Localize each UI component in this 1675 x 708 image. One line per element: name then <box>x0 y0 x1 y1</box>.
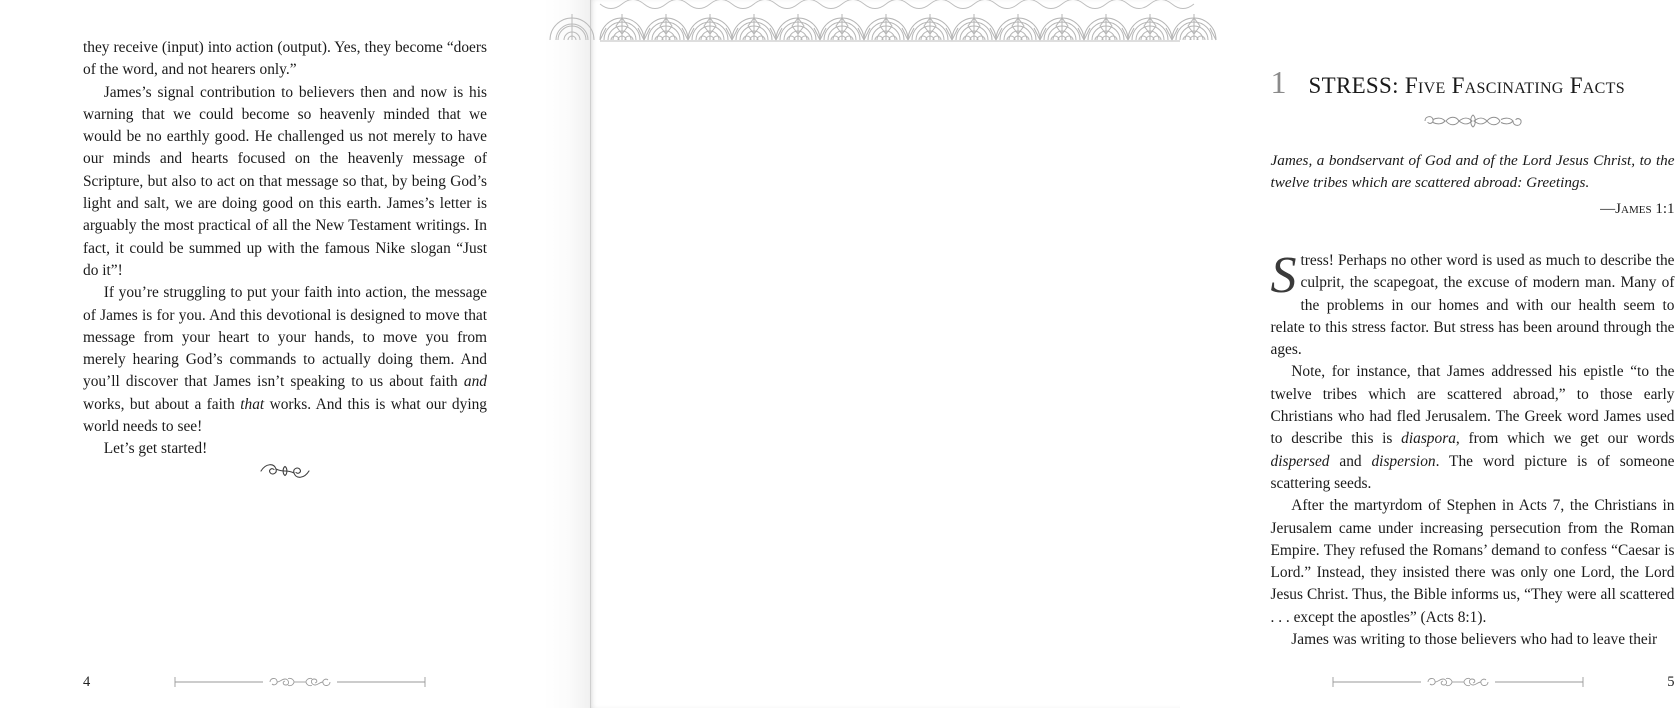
section-ornament <box>83 460 487 487</box>
left-page <box>0 0 590 708</box>
chapter-title-rest: Five Fascinating Facts <box>1404 73 1625 98</box>
paragraph: After the martyrdom of Stephen in Acts 7, the Christians in Jerusalem came under increasing persecution from the Roman Empire. They refused the Romans’ demand to confess “Caesar is Lord.” Instead, they insisted there was only one Lord, the Lord Jesus Christ. Thus, the Bible informs us, “They were all scattered . . . except the apostles” (Acts 8:1). <box>1270 497 1675 626</box>
footer-ornament-left <box>113 674 487 690</box>
paragraph: If you’re struggling to put your faith into action, the message of James is for you. And this devotional is designed to move that message from your heart to your hands, to move you from merely hearing God’s commands to actually doing them. And you’ll discover that James isn’t speaking to us about faith and works, but about a faith that works. And this is what our dying world needs to see! <box>83 284 487 436</box>
header-band-edge <box>556 0 590 40</box>
paragraph <box>1270 247 1675 361</box>
paragraph: James’s signal contribution to believers then and now is his warning that we could become so heavenly minded that we would be no earthly good. He challenged us not merely to have our minds and hearts focused on the heavenly message of Scripture, but also to act on that message so that, by being God’s light and salt, we are doing good on this earth. James’s letter is arguably the most practical of all the New Testament writings. In fact, it could be summed up with the famous Nike slogan “Just do it”! <box>83 83 487 279</box>
paragraph: Let’s get started! <box>103 440 208 458</box>
epigraph-text: James, a bondservant of God and of the Lord Jesus Christ, to the twelve tribes which are scattered abroad: Greetings. <box>1270 152 1675 191</box>
right-page <box>590 0 1675 708</box>
page-number-right: 5 <box>1667 673 1675 690</box>
chapter-title <box>1309 73 1625 99</box>
chapter-heading <box>1271 66 1675 99</box>
chapter-title-ornament <box>1271 112 1675 135</box>
paragraph: they receive (input) into action (output). Yes, they become “doers of the word, and not hearers only.” <box>83 39 487 79</box>
paragraph: Note, for instance, that James addressed his epistle “to the twelve tribes which are scattered abroad,” to those early Christians who had fled Jerusalem. The Greek word James used to describe this is diaspora, from which we get our words dispersed and dispersion. The word picture is of someone scattering seeds. <box>1270 363 1675 492</box>
right-page-body-text <box>1270 247 1675 651</box>
epigraph <box>1271 150 1675 220</box>
footer-ornament-right <box>1271 674 1645 690</box>
right-page-footer <box>1271 670 1675 694</box>
paragraph: James was writing to those believers who had to leave their <box>1291 631 1658 649</box>
drop-cap: S <box>1270 247 1297 304</box>
chapter-title-main: STRESS: <box>1308 73 1399 98</box>
left-page-footer <box>83 670 487 694</box>
header-ornament-band <box>600 0 1180 44</box>
chapter-number: 1 <box>1270 64 1287 100</box>
epigraph-attribution: —James 1:1 <box>1600 201 1675 217</box>
page-number-left: 4 <box>83 673 91 690</box>
paragraph-text: tress! Perhaps no other word is used as much to describe the culprit, the scapegoat, the excuse of modern man. Many of the problems in our homes and with our health seem to relate to this stress factor. But stress has been around through the ages. <box>1270 252 1675 359</box>
left-page-body-text <box>83 37 487 461</box>
